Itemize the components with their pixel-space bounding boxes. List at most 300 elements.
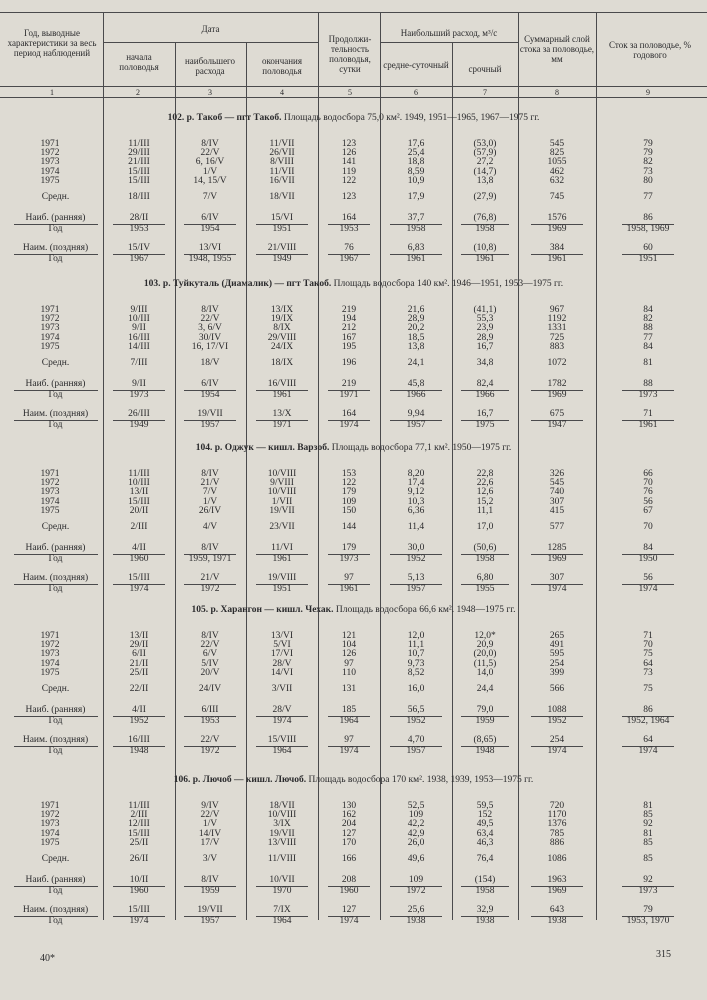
yearly-values: 13/IX 19/IX 8/IX 29/VIII 24/IX (267, 305, 297, 352)
max-cell: 56,5 (407, 705, 425, 715)
row-label: Наим. (поздняя) (22, 905, 89, 915)
mean-cell: 18/VII (269, 192, 295, 202)
row-label: Средн. (41, 358, 70, 368)
mean-cell: 81 (643, 358, 653, 368)
col-number: 7 (483, 88, 487, 97)
min-cell: 6,83 (407, 243, 425, 253)
min-year-cell: 1974 (547, 584, 567, 594)
mean-cell: 18/V (200, 358, 220, 368)
min-year-cell: 1938 (475, 916, 495, 926)
min-year-cell: 1961 (638, 420, 658, 430)
max-cell: 88 (643, 379, 653, 389)
yearly-values: 121 104 126 97 110 (341, 631, 357, 678)
max-year-cell: 1974 (272, 716, 292, 726)
mean-cell: 70 (643, 522, 653, 532)
min-cell: 15/IV (127, 243, 151, 253)
min-year-cell: 1957 (200, 916, 220, 926)
max-year-cell: 1958 (406, 224, 426, 234)
mean-cell: 18/III (128, 192, 150, 202)
min-cell: 15/III (128, 573, 150, 583)
header-top-rule (0, 12, 707, 13)
row-label: Год (48, 420, 63, 430)
row-label: Наим. (поздняя) (22, 243, 89, 253)
col-number: 3 (208, 88, 212, 97)
mean-cell: 16,0 (407, 684, 425, 694)
yearly-values: 17,6 25,4 18,8 8,59 10,9 (407, 139, 425, 186)
max-cell: 6/III (201, 705, 219, 715)
min-cell: 16/III (128, 735, 150, 745)
min-year-cell: 1964 (272, 916, 292, 926)
station-title (0, 113, 707, 123)
max-year-cell: 1966 (406, 390, 426, 400)
mean-cell: 144 (341, 522, 357, 532)
max-year-cell: 1952 (406, 716, 426, 726)
col-number: 6 (414, 88, 418, 97)
header-runoff: Суммарный слой стока за половодье, мм (519, 34, 595, 64)
mean-cell: 24,4 (476, 684, 494, 694)
max-year-cell: 1952 (129, 716, 149, 726)
min-year-cell: 1949 (129, 420, 149, 430)
station-name: 106. р. Лючоб — кишл. Лючоб. (173, 775, 307, 785)
header-mid-rule (0, 86, 707, 87)
max-cell: 1963 (547, 875, 567, 885)
max-cell: 15/VI (270, 213, 294, 223)
row-label: Наим. (поздняя) (22, 409, 89, 419)
max-year-cell: 1961 (272, 554, 292, 564)
max-year-cell: 1960 (129, 886, 149, 896)
header-peak: наибольшего расхода (184, 56, 236, 76)
max-cell: 4/II (132, 543, 146, 553)
mean-cell: 34,8 (476, 358, 494, 368)
min-year-cell: 1974 (638, 746, 658, 756)
mean-cell: 7/V (202, 192, 218, 202)
column-rule (175, 42, 176, 920)
mean-cell: 18/IX (270, 358, 294, 368)
row-label: Наим. (поздняя) (22, 735, 89, 745)
mean-cell: 11,4 (407, 522, 425, 532)
yearly-values: 71 70 75 64 73 (643, 631, 653, 678)
max-cell: 10/II (129, 875, 149, 885)
year-list: 1971 1972 1973 1974 1975 (40, 801, 60, 848)
row-label: Год (48, 746, 63, 756)
yearly-values: 81 85 92 81 85 (643, 801, 653, 848)
mean-cell: (27,9) (473, 192, 497, 202)
max-year-cell: 1958 (475, 224, 495, 234)
min-year-cell: 1974 (339, 420, 359, 430)
max-year-cell: 1973 (638, 886, 658, 896)
yearly-values: 12,0 11,1 10,7 9,73 8,52 (407, 631, 425, 678)
min-cell: 97 (344, 573, 354, 583)
year-list: 1971 1972 1973 1974 1975 (40, 469, 60, 516)
max-cell: 82,4 (476, 379, 494, 389)
station-details: Площадь водосбора 75,0 км². 1949, 1951—1965, 1967—1975 гг. (281, 113, 540, 123)
yearly-values: 8/IV 22/V 3, 6/V 30/IV 16, 17/VI (191, 305, 229, 352)
row-label: Год (48, 886, 63, 896)
mean-cell: 76,4 (476, 854, 494, 864)
col-number: 8 (555, 88, 559, 97)
max-year-cell: 1972 (406, 886, 426, 896)
max-year-cell: 1966 (475, 390, 495, 400)
yearly-values: 11/III 10/III 13/II 15/III 20/II (128, 469, 150, 516)
min-cell: 32,9 (476, 905, 494, 915)
min-cell: 254 (549, 735, 565, 745)
header-bottom-rule (0, 97, 707, 98)
header-share: Сток за половодье, % годового (609, 40, 691, 60)
max-year-cell: 1958 (475, 886, 495, 896)
station-title (0, 443, 707, 453)
mean-cell: 17,9 (407, 192, 425, 202)
mean-cell: 196 (341, 358, 357, 368)
min-year-cell: 1957 (406, 584, 426, 594)
mean-cell: 1072 (547, 358, 567, 368)
min-cell: 22/V (200, 735, 220, 745)
row-label: Средн. (41, 522, 70, 532)
yearly-values: 326 545 740 307 415 (549, 469, 565, 516)
header-end: окончания половодья (261, 56, 303, 76)
mean-cell: 3/V (202, 854, 218, 864)
min-cell: (8,65) (473, 735, 497, 745)
min-year-cell: 1974 (339, 746, 359, 756)
yearly-values: 59,5 152 49,5 63,4 46,3 (476, 801, 494, 848)
mean-cell: 566 (549, 684, 565, 694)
max-cell: 9/II (132, 379, 146, 389)
header-daily: средне-суточный (383, 60, 449, 70)
min-cell: 15/VIII (267, 735, 297, 745)
row-label: Средн. (41, 684, 70, 694)
station-name: 105. р. Харангон — кишл. Чехак. (191, 605, 334, 615)
min-cell: 56 (643, 573, 653, 583)
header-dates: Дата (201, 24, 220, 34)
min-cell: 21/VIII (267, 243, 297, 253)
mean-cell: 166 (341, 854, 357, 864)
max-cell: (76,8) (473, 213, 497, 223)
max-year-cell: 1954 (200, 390, 220, 400)
max-year-cell: 1959 (475, 716, 495, 726)
max-cell: 86 (643, 213, 653, 223)
station-title (0, 775, 707, 785)
row-label: Средн. (41, 854, 70, 864)
min-cell: 13/VI (198, 243, 222, 253)
max-year-cell: 1969 (547, 224, 567, 234)
row-label: Наиб. (ранняя) (25, 705, 86, 715)
yearly-values: 11/III 29/III 21/III 15/III 15/III (128, 139, 150, 186)
min-cell: 25,6 (407, 905, 425, 915)
min-cell: 6,80 (476, 573, 494, 583)
max-year-cell: 1958 (475, 554, 495, 564)
max-year-cell: 1961 (272, 390, 292, 400)
max-year-cell: 1959 (200, 886, 220, 896)
mean-cell: 26/II (129, 854, 149, 864)
yearly-values: 10/VIII 9/VIII 10/VIII 1/VII 19/VII (267, 469, 297, 516)
yearly-values: 8/IV 22/V 6/V 5/IV 20/V (200, 631, 220, 678)
footer-left-mark: 40* (40, 953, 55, 964)
max-cell: 179 (341, 543, 357, 553)
max-year-cell: 1959, 1971 (188, 554, 232, 564)
mean-cell: 4/V (202, 522, 218, 532)
min-year-cell: 1971 (272, 420, 292, 430)
row-label: Наиб. (ранняя) (25, 875, 86, 885)
max-cell: 109 (408, 875, 424, 885)
yearly-values: 219 194 212 167 195 (341, 305, 357, 352)
max-year-cell: 1953 (339, 224, 359, 234)
station-details: Площадь водосбора 77,1 км². 1950—1975 гг. (329, 443, 512, 453)
max-cell: 30,0 (407, 543, 425, 553)
mean-cell: 85 (643, 854, 653, 864)
yearly-values: 11/VII 26/VII 8/VIII 11/VII 16/VII (269, 139, 295, 186)
max-year-cell: 1971 (339, 390, 359, 400)
column-rule (452, 42, 453, 920)
min-cell: 26/III (128, 409, 150, 419)
min-year-cell: 1964 (272, 746, 292, 756)
min-year-cell: 1974 (339, 916, 359, 926)
max-year-cell: 1953 (200, 716, 220, 726)
yearly-values: 153 122 179 109 150 (341, 469, 357, 516)
min-year-cell: 1967 (129, 254, 149, 264)
max-cell: 79,0 (476, 705, 494, 715)
min-cell: (10,8) (473, 243, 497, 253)
row-label: Наиб. (ранняя) (25, 213, 86, 223)
yearly-values: 52,5 109 42,2 42,9 26,0 (407, 801, 425, 848)
yearly-values: 18/VII 10/VIII 3/IX 19/VII 13/VIII (267, 801, 297, 848)
min-cell: 675 (549, 409, 565, 419)
max-cell: 37,7 (407, 213, 425, 223)
min-cell: 384 (549, 243, 565, 253)
max-year-cell: 1973 (638, 390, 658, 400)
max-year-cell: 1969 (547, 554, 567, 564)
yearly-values: 13/VI 5/VI 17/VI 28/V 14/VI (270, 631, 294, 678)
max-year-cell: 1952 (406, 554, 426, 564)
min-year-cell: 1953, 1970 (626, 916, 670, 926)
min-year-cell: 1957 (406, 420, 426, 430)
yearly-values: 8/IV 21/V 7/V 1/V 26/IV (198, 469, 222, 516)
min-year-cell: 1957 (406, 746, 426, 756)
max-year-cell: 1973 (339, 554, 359, 564)
yearly-values: 9/III 10/III 9/II 16/III 14/III (128, 305, 150, 352)
yearly-values: 21,6 28,9 20,2 18,5 13,8 (407, 305, 425, 352)
dates-subrule (103, 42, 318, 43)
yearly-values: 66 70 76 56 67 (643, 469, 653, 516)
min-year-cell: 1955 (475, 584, 495, 594)
min-cell: 9,94 (407, 409, 425, 419)
min-cell: 16,7 (476, 409, 494, 419)
col-number: 2 (136, 88, 140, 97)
col-number: 1 (50, 88, 54, 97)
mean-cell: 577 (549, 522, 565, 532)
min-cell: 60 (643, 243, 653, 253)
header-maxflow: Наибольший расход, м³/с (400, 28, 498, 38)
max-cell: (50,6) (473, 543, 497, 553)
max-cell: 84 (643, 543, 653, 553)
max-cell: 28/V (272, 705, 292, 715)
header-start: начала половодья (119, 52, 159, 72)
row-label: Год (48, 584, 63, 594)
max-cell: 1782 (547, 379, 567, 389)
mean-cell: 11/VIII (267, 854, 297, 864)
max-year-cell: 1950 (638, 554, 658, 564)
min-cell: 307 (549, 573, 565, 583)
max-cell: 16/VIII (267, 379, 297, 389)
row-label: Наиб. (ранняя) (25, 543, 86, 553)
yearly-values: 967 1192 1331 725 883 (547, 305, 567, 352)
mean-cell: 745 (549, 192, 565, 202)
row-label: Год (48, 716, 63, 726)
min-year-cell: 1957 (200, 420, 220, 430)
mean-cell: 1086 (547, 854, 567, 864)
maxflow-subrule (380, 42, 518, 43)
min-cell: 13/X (272, 409, 292, 419)
min-year-cell: 1975 (475, 420, 495, 430)
min-year-cell: 1947 (547, 420, 567, 430)
max-cell: 1576 (547, 213, 567, 223)
yearly-values: 11/III 2/III 12/III 15/III 25/II (128, 801, 150, 848)
yearly-values: (41,1) 55,3 23,9 28,9 16,7 (473, 305, 497, 352)
min-cell: 19/VIII (267, 573, 297, 583)
min-year-cell: 1948 (475, 746, 495, 756)
column-rule (246, 42, 247, 920)
min-year-cell: 1961 (339, 584, 359, 594)
yearly-values: 9/IV 22/V 1/V 14/IV 17/V (198, 801, 222, 848)
min-cell: 643 (549, 905, 565, 915)
max-cell: 28/II (129, 213, 149, 223)
max-year-cell: 1952 (547, 716, 567, 726)
max-cell: 8/IV (201, 875, 219, 885)
max-year-cell: 1953 (129, 224, 149, 234)
min-year-cell: 1948, 1955 (188, 254, 232, 264)
max-cell: 164 (341, 213, 357, 223)
min-cell: 127 (341, 905, 357, 915)
min-cell: 76 (344, 243, 354, 253)
row-label: Год (48, 916, 63, 926)
min-year-cell: 1951 (272, 584, 292, 594)
yearly-values: 8,20 17,4 9,12 10,3 6,36 (407, 469, 425, 516)
max-cell: 1088 (547, 705, 567, 715)
min-cell: 97 (344, 735, 354, 745)
max-cell: 219 (341, 379, 357, 389)
min-year-cell: 1972 (200, 746, 220, 756)
mean-cell: 23/VII (269, 522, 295, 532)
max-cell: 4/II (132, 705, 146, 715)
mean-cell: 17,0 (476, 522, 494, 532)
max-year-cell: 1969 (547, 886, 567, 896)
min-year-cell: 1967 (339, 254, 359, 264)
year-list: 1971 1972 1973 1974 1975 (40, 631, 60, 678)
col-number: 5 (348, 88, 352, 97)
max-year-cell: 1969 (547, 390, 567, 400)
station-name: 104. р. Оджук — кишл. Варзоб. (195, 443, 330, 453)
min-cell: 164 (341, 409, 357, 419)
max-cell: 8/IV (201, 543, 219, 553)
min-year-cell: 1948 (129, 746, 149, 756)
min-year-cell: 1961 (475, 254, 495, 264)
station-details: Площадь водосбора 140 км². 1946—1951, 1953—1975 гг. (331, 279, 564, 289)
max-cell: 6/IV (201, 213, 219, 223)
page-number: 315 (656, 949, 671, 960)
min-year-cell: 1951 (638, 254, 658, 264)
row-label: Год (48, 554, 63, 564)
station-name: 102. р. Такоб — пгт Такоб. (167, 113, 282, 123)
yearly-values: 123 126 141 119 122 (341, 139, 357, 186)
max-cell: 10/VII (269, 875, 295, 885)
min-year-cell: 1961 (547, 254, 567, 264)
mean-cell: 75 (643, 684, 653, 694)
min-cell: 79 (643, 905, 653, 915)
max-cell: 86 (643, 705, 653, 715)
mean-cell: 77 (643, 192, 653, 202)
row-label: Наиб. (ранняя) (25, 379, 86, 389)
max-year-cell: 1958, 1969 (626, 224, 670, 234)
min-year-cell: 1961 (406, 254, 426, 264)
max-year-cell: 1960 (339, 886, 359, 896)
yearly-values: 130 162 204 127 170 (341, 801, 357, 848)
year-list: 1971 1972 1973 1974 1975 (40, 305, 60, 352)
mean-cell: 123 (341, 192, 357, 202)
min-cell: 5,13 (407, 573, 425, 583)
max-cell: 45,8 (407, 379, 425, 389)
row-label: Год (48, 390, 63, 400)
header-duration: Продолжи-тельность половодья, сутки (328, 34, 372, 74)
min-year-cell: 1949 (272, 254, 292, 264)
min-year-cell: 1974 (129, 584, 149, 594)
yearly-values: 79 79 82 73 80 (643, 139, 653, 186)
mean-cell: 3/VII (271, 684, 293, 694)
max-year-cell: 1954 (200, 224, 220, 234)
yearly-values: 265 491 595 254 399 (549, 631, 565, 678)
station-name: 103. р. Туйкуталь (Диамалик) — пгт Такоб. (143, 279, 332, 289)
station-details: Площадь водосбора 170 км². 1938, 1939, 1953—1975 гг. (306, 775, 534, 785)
max-cell: 6/IV (201, 379, 219, 389)
max-year-cell: 1952, 1964 (626, 716, 670, 726)
min-year-cell: 1974 (638, 584, 658, 594)
yearly-values: 13/II 29/II 6/II 21/II 25/II (129, 631, 149, 678)
max-cell: 11/VI (271, 543, 293, 553)
max-cell: 185 (341, 705, 357, 715)
mean-cell: 24/IV (198, 684, 222, 694)
mean-cell: 49,6 (407, 854, 425, 864)
min-cell: 71 (643, 409, 653, 419)
header-instant: срочный (468, 64, 502, 74)
max-cell: (154) (474, 875, 496, 885)
header-col1: Год, выводные характеристики за весь период наблюдений (7, 28, 97, 58)
min-year-cell: 1974 (547, 746, 567, 756)
row-label: Год (48, 224, 63, 234)
row-label: Средн. (41, 192, 70, 202)
min-cell: 21/V (200, 573, 220, 583)
mean-cell: 24,1 (407, 358, 425, 368)
mean-cell: 131 (341, 684, 357, 694)
min-year-cell: 1972 (200, 584, 220, 594)
max-year-cell: 1973 (129, 390, 149, 400)
station-details: Площадь водосбора 66,6 км². 1948—1975 гг. (333, 605, 516, 615)
min-cell: 15/III (128, 905, 150, 915)
yearly-values: 84 82 88 77 84 (643, 305, 653, 352)
min-cell: 4,70 (407, 735, 425, 745)
col-number: 4 (280, 88, 284, 97)
mean-cell: 22/II (129, 684, 149, 694)
row-label: Наим. (поздняя) (22, 573, 89, 583)
max-cell: 208 (341, 875, 357, 885)
max-year-cell: 1970 (272, 886, 292, 896)
col-number: 9 (646, 88, 650, 97)
yearly-values: 22,8 22,6 12,6 15,2 11,1 (476, 469, 494, 516)
yearly-values: 545 825 1055 462 632 (547, 139, 567, 186)
min-cell: 64 (643, 735, 653, 745)
min-year-cell: 1938 (406, 916, 426, 926)
station-title (0, 279, 707, 289)
min-year-cell: 1938 (547, 916, 567, 926)
max-cell: 92 (643, 875, 653, 885)
yearly-values: 12,0* 20,9 (20,0) (11,5) 14,0 (473, 631, 497, 678)
max-year-cell: 1960 (129, 554, 149, 564)
